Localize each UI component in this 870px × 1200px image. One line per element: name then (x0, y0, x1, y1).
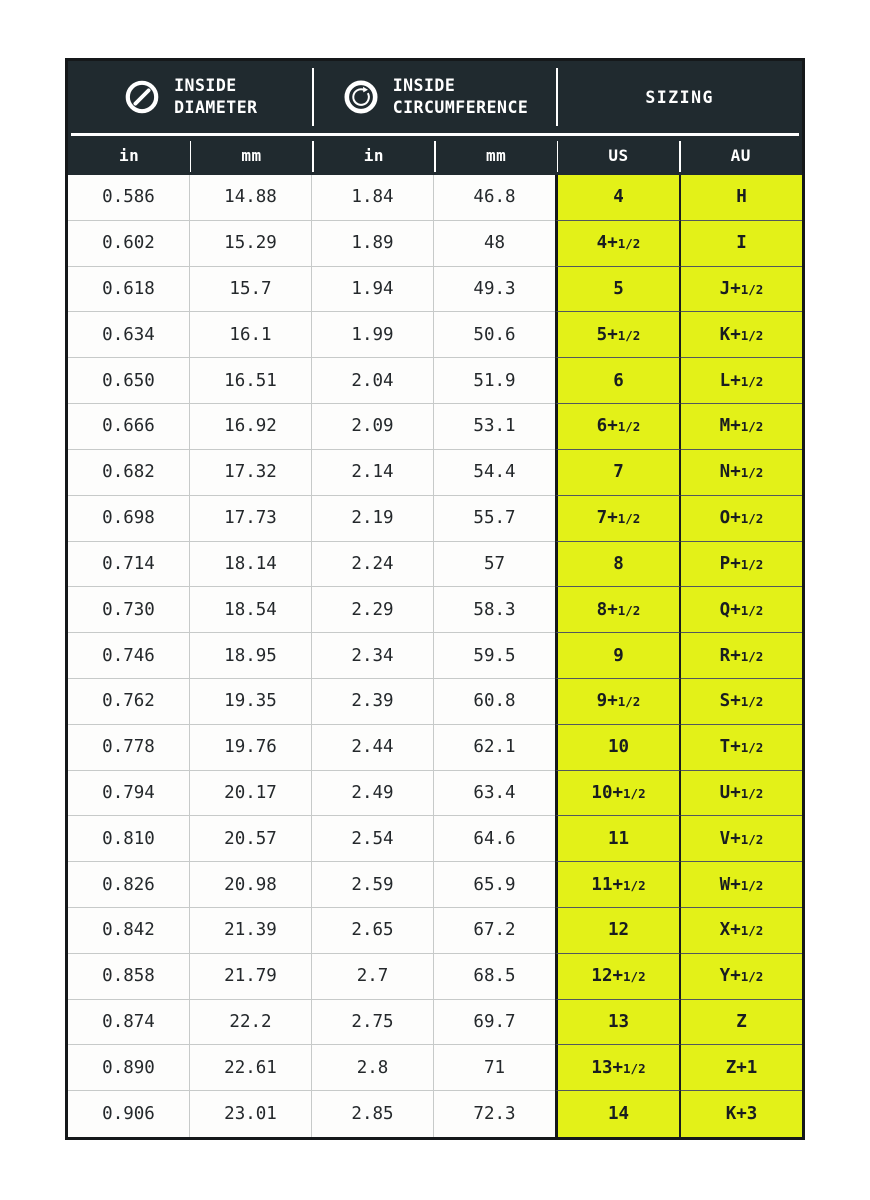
cell-diameter-mm: 19.76 (190, 725, 312, 771)
cell-circumference-in: 2.19 (312, 496, 434, 542)
column-header-circumference-in: in (313, 136, 435, 175)
cell-circumference-in: 2.34 (312, 633, 434, 679)
cell-us-size: 4 (555, 175, 681, 221)
cell-us-size: 11+ 1/2 (555, 862, 681, 908)
table-row (68, 267, 802, 313)
cell-diameter-in: 0.762 (68, 679, 190, 725)
cell-diameter-in: 0.650 (68, 358, 190, 404)
cell-us-size: 9 (555, 633, 681, 679)
cell-us-size: 12 (555, 908, 681, 954)
cell-diameter-mm: 17.73 (190, 496, 312, 542)
cell-circumference-in: 2.7 (312, 954, 434, 1000)
table-row (68, 496, 802, 542)
cell-circumference-in: 2.8 (312, 1045, 434, 1091)
cell-us-size: 8 (555, 542, 681, 588)
cell-us-size: 6 (555, 358, 681, 404)
cell-diameter-mm: 20.57 (190, 816, 312, 862)
cell-us-size: 11 (555, 816, 681, 862)
header-label-line1: INSIDE (174, 76, 237, 96)
cell-us-size: 5 (555, 267, 681, 313)
table-header (68, 61, 802, 175)
cell-diameter-in: 0.794 (68, 771, 190, 817)
cell-circumference-in: 1.89 (312, 221, 434, 267)
cell-diameter-mm: 20.17 (190, 771, 312, 817)
cell-au-size: L+ 1/2 (681, 358, 802, 404)
cell-au-size: X+ 1/2 (681, 908, 802, 954)
cell-circumference-in: 2.09 (312, 404, 434, 450)
cell-circumference-in: 2.44 (312, 725, 434, 771)
cell-diameter-in: 0.874 (68, 1000, 190, 1046)
cell-circumference-mm: 71 (434, 1045, 555, 1091)
cell-au-size: Z+1 (681, 1045, 802, 1091)
table-row (68, 175, 802, 221)
cell-diameter-in: 0.778 (68, 725, 190, 771)
table-row (68, 587, 802, 633)
cell-diameter-mm: 22.61 (190, 1045, 312, 1091)
cell-diameter-in: 0.634 (68, 312, 190, 358)
ring-size-chart (65, 58, 805, 1140)
cell-circumference-in: 1.94 (312, 267, 434, 313)
cell-circumference-in: 2.54 (312, 816, 434, 862)
cell-au-size: H (681, 175, 802, 221)
table-body (68, 175, 802, 1137)
cell-diameter-mm: 16.1 (190, 312, 312, 358)
cell-diameter-mm: 17.32 (190, 450, 312, 496)
cell-diameter-mm: 23.01 (190, 1091, 312, 1137)
cell-circumference-mm: 65.9 (434, 862, 555, 908)
cell-circumference-in: 2.85 (312, 1091, 434, 1137)
cell-diameter-mm: 19.35 (190, 679, 312, 725)
cell-diameter-mm: 18.95 (190, 633, 312, 679)
table-row (68, 954, 802, 1000)
cell-circumference-in: 2.29 (312, 587, 434, 633)
cell-au-size: Y+ 1/2 (681, 954, 802, 1000)
header-inside-diameter (68, 61, 313, 133)
table-row (68, 1000, 802, 1046)
cell-diameter-mm: 15.7 (190, 267, 312, 313)
cell-us-size: 4+ 1/2 (555, 221, 681, 267)
cell-diameter-in: 0.826 (68, 862, 190, 908)
cell-diameter-in: 0.730 (68, 587, 190, 633)
table-row (68, 725, 802, 771)
cell-au-size: O+ 1/2 (681, 496, 802, 542)
cell-diameter-mm: 16.51 (190, 358, 312, 404)
cell-us-size: 9+ 1/2 (555, 679, 681, 725)
table-row (68, 633, 802, 679)
cell-au-size: K+ 1/2 (681, 312, 802, 358)
header-label-line2: CIRCUMFERENCE (392, 98, 529, 117)
cell-diameter-mm: 20.98 (190, 862, 312, 908)
cell-diameter-in: 0.698 (68, 496, 190, 542)
cell-diameter-in: 0.618 (68, 267, 190, 313)
cell-diameter-mm: 18.14 (190, 542, 312, 588)
header-main-row (68, 61, 802, 133)
table-row (68, 404, 802, 450)
cell-au-size: I (681, 221, 802, 267)
header-label-sizing: SIZING (645, 87, 714, 107)
table-row (68, 908, 802, 954)
cell-us-size: 5+ 1/2 (555, 312, 681, 358)
table-row (68, 771, 802, 817)
cell-us-size: 13 (555, 1000, 681, 1046)
cell-au-size: Z (681, 1000, 802, 1046)
cell-au-size: M+ 1/2 (681, 404, 802, 450)
column-header-au: AU (730, 146, 751, 165)
cell-circumference-mm: 64.6 (434, 816, 555, 862)
cell-diameter-in: 0.890 (68, 1045, 190, 1091)
cell-circumference-mm: 60.8 (434, 679, 555, 725)
cell-circumference-mm: 46.8 (434, 175, 555, 221)
header-label-inside-diameter (174, 75, 257, 119)
cell-us-size: 7+ 1/2 (555, 496, 681, 542)
table-row (68, 679, 802, 725)
cell-us-size: 13+ 1/2 (555, 1045, 681, 1091)
cell-circumference-mm: 50.6 (434, 312, 555, 358)
cell-circumference-in: 2.49 (312, 771, 434, 817)
cell-circumference-mm: 48 (434, 221, 555, 267)
cell-circumference-in: 2.65 (312, 908, 434, 954)
cell-us-size: 14 (555, 1091, 681, 1137)
cell-us-size: 6+ 1/2 (555, 404, 681, 450)
cell-circumference-mm: 63.4 (434, 771, 555, 817)
cell-circumference-in: 1.99 (312, 312, 434, 358)
cell-au-size: K+3 (681, 1091, 802, 1137)
cell-circumference-in: 2.39 (312, 679, 434, 725)
cell-circumference-in: 2.75 (312, 1000, 434, 1046)
header-label-inside-circumference (393, 75, 529, 119)
cell-circumference-mm: 69.7 (434, 1000, 555, 1046)
cell-diameter-mm: 18.54 (190, 587, 312, 633)
cell-circumference-mm: 55.7 (434, 496, 555, 542)
cell-diameter-in: 0.842 (68, 908, 190, 954)
column-header-diameter-mm: mm (190, 136, 312, 175)
cell-diameter-in: 0.602 (68, 221, 190, 267)
cell-diameter-mm: 16.92 (190, 404, 312, 450)
cell-diameter-in: 0.746 (68, 633, 190, 679)
column-header-diameter-in: in (68, 136, 190, 175)
column-header-us: US (557, 136, 679, 175)
cell-diameter-mm: 21.39 (190, 908, 312, 954)
cell-diameter-mm: 21.79 (190, 954, 312, 1000)
cell-circumference-in: 1.84 (312, 175, 434, 221)
cell-circumference-in: 2.24 (312, 542, 434, 588)
table-row (68, 221, 802, 267)
table-row (68, 1091, 802, 1137)
cell-circumference-mm: 68.5 (434, 954, 555, 1000)
cell-au-size: Q+ 1/2 (681, 587, 802, 633)
header-label-line2: DIAMETER (174, 98, 258, 117)
cell-circumference-in: 2.04 (312, 358, 434, 404)
cell-us-size: 10+ 1/2 (555, 771, 681, 817)
header-sizing (557, 61, 802, 133)
cell-diameter-mm: 22.2 (190, 1000, 312, 1046)
cell-diameter-in: 0.586 (68, 175, 190, 221)
cell-us-size: 7 (555, 450, 681, 496)
cell-circumference-mm: 72.3 (434, 1091, 555, 1137)
cell-au-size: R+ 1/2 (681, 633, 802, 679)
cell-au-size: T+ 1/2 (681, 725, 802, 771)
cell-au-size: U+ 1/2 (681, 771, 802, 817)
header-label-line1: INSIDE (392, 76, 456, 96)
cell-us-size: 12+ 1/2 (555, 954, 681, 1000)
table-row (68, 358, 802, 404)
header-inside-circumference (313, 61, 558, 133)
cell-circumference-mm: 59.5 (434, 633, 555, 679)
cell-circumference-in: 2.59 (312, 862, 434, 908)
cell-au-size: N+ 1/2 (681, 450, 802, 496)
cell-circumference-in: 2.14 (312, 450, 434, 496)
cell-circumference-mm: 67.2 (434, 908, 555, 954)
cell-diameter-mm: 14.88 (190, 175, 312, 221)
cell-au-size: W+ 1/2 (681, 862, 802, 908)
table-row (68, 816, 802, 862)
diameter-icon (123, 78, 161, 116)
table-row (68, 1045, 802, 1091)
column-header-circumference-mm: mm (435, 136, 557, 175)
cell-us-size: 8+ 1/2 (555, 587, 681, 633)
cell-circumference-mm: 54.4 (434, 450, 555, 496)
cell-diameter-in: 0.714 (68, 542, 190, 588)
cell-diameter-mm: 15.29 (190, 221, 312, 267)
cell-au-size: J+ 1/2 (681, 267, 802, 313)
cell-circumference-mm: 57 (434, 542, 555, 588)
cell-circumference-mm: 49.3 (434, 267, 555, 313)
cell-circumference-mm: 62.1 (434, 725, 555, 771)
table-row (68, 862, 802, 908)
cell-diameter-in: 0.682 (68, 450, 190, 496)
cell-diameter-in: 0.906 (68, 1091, 190, 1137)
table-row (68, 542, 802, 588)
cell-diameter-in: 0.858 (68, 954, 190, 1000)
cell-diameter-in: 0.666 (68, 404, 190, 450)
header-sub-row (68, 136, 802, 175)
cell-au-size: S+ 1/2 (681, 679, 802, 725)
cell-au-size: V+ 1/2 (681, 816, 802, 862)
cell-circumference-mm: 53.1 (434, 404, 555, 450)
table-row (68, 450, 802, 496)
table-row (68, 312, 802, 358)
cell-circumference-mm: 51.9 (434, 358, 555, 404)
circumference-icon (342, 78, 380, 116)
cell-diameter-in: 0.810 (68, 816, 190, 862)
cell-circumference-mm: 58.3 (434, 587, 555, 633)
cell-au-size: P+ 1/2 (681, 542, 802, 588)
cell-us-size: 10 (555, 725, 681, 771)
